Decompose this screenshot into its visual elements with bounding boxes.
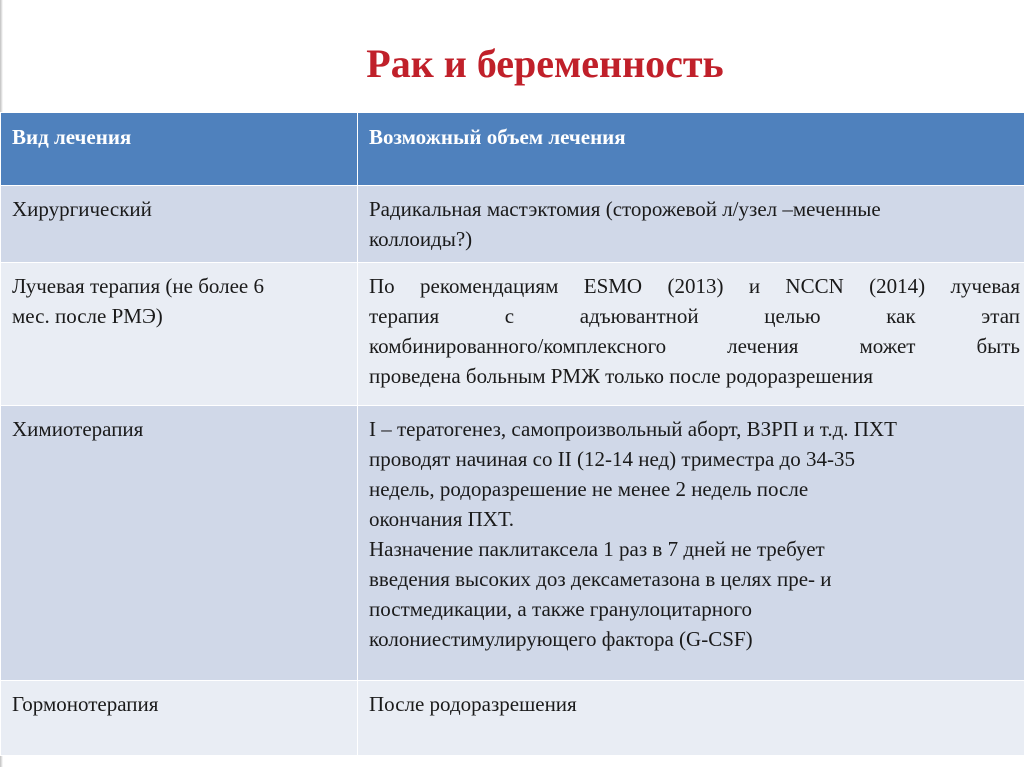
- treatment-scope-cell: [358, 186, 1024, 263]
- cell-text-line: окончания ПХТ.: [369, 507, 514, 531]
- table-row: [1, 681, 1024, 756]
- cell-text-line: терапия с адъювантной целью как этап: [369, 304, 1020, 328]
- cell-text-line: колониестимулирующего фактора (G-CSF): [369, 627, 753, 651]
- treatment-scope-cell: После родоразрешения: [358, 681, 1024, 756]
- treatment-type-cell: [1, 263, 358, 406]
- table-row: [1, 186, 1024, 263]
- slide-title: Рак и беременность: [366, 41, 724, 86]
- cell-text-line: коллоиды?): [369, 227, 473, 251]
- cell-text-line: Лучевая терапия (не более 6: [12, 274, 264, 298]
- header-treatment-scope: Возможный объем лечения: [358, 113, 1024, 186]
- cell-text-line: I – тератогенез, самопроизвольный аборт, ВЗРП и т.д. ПХТ: [369, 417, 897, 441]
- treatment-type-cell: Химиотерапия: [1, 406, 358, 681]
- treatment-table: [0, 112, 1024, 756]
- cell-text-line: проводят начиная со II (12-14 нед) триместра до 34-35: [369, 447, 855, 471]
- cell-text-line: комбинированного/комплексного лечения может быть: [369, 334, 1020, 358]
- treatment-type-cell: Гормонотерапия: [1, 681, 358, 756]
- table-row: [1, 406, 1024, 681]
- table-header-row: [1, 113, 1024, 186]
- treatment-scope-cell: [358, 263, 1024, 406]
- cell-text-line: постмедикации, а также гранулоцитарного: [369, 597, 753, 621]
- table-row: [1, 263, 1024, 406]
- cell-text-line: Назначение паклитаксела 1 раз в 7 дней не требует: [369, 537, 825, 561]
- cell-text-line: По рекомендациям ESMO (2013) и NCCN (2014) лучевая: [369, 274, 1020, 298]
- cell-text-line: недель, родоразрешение не менее 2 недель после: [369, 477, 809, 501]
- treatment-type-cell: Хирургический: [1, 186, 358, 263]
- cell-text-line: проведена больным РМЖ только после родоразрешения: [369, 364, 873, 388]
- cell-text-line: мес. после РМЭ): [12, 304, 163, 328]
- header-treatment-type: Вид лечения: [1, 113, 358, 186]
- treatment-scope-cell: [358, 406, 1024, 681]
- cell-text-line: Радикальная мастэктомия (сторожевой л/узел –меченные: [369, 197, 881, 221]
- cell-text-line: введения высоких доз дексаметазона в целях пре- и: [369, 567, 832, 591]
